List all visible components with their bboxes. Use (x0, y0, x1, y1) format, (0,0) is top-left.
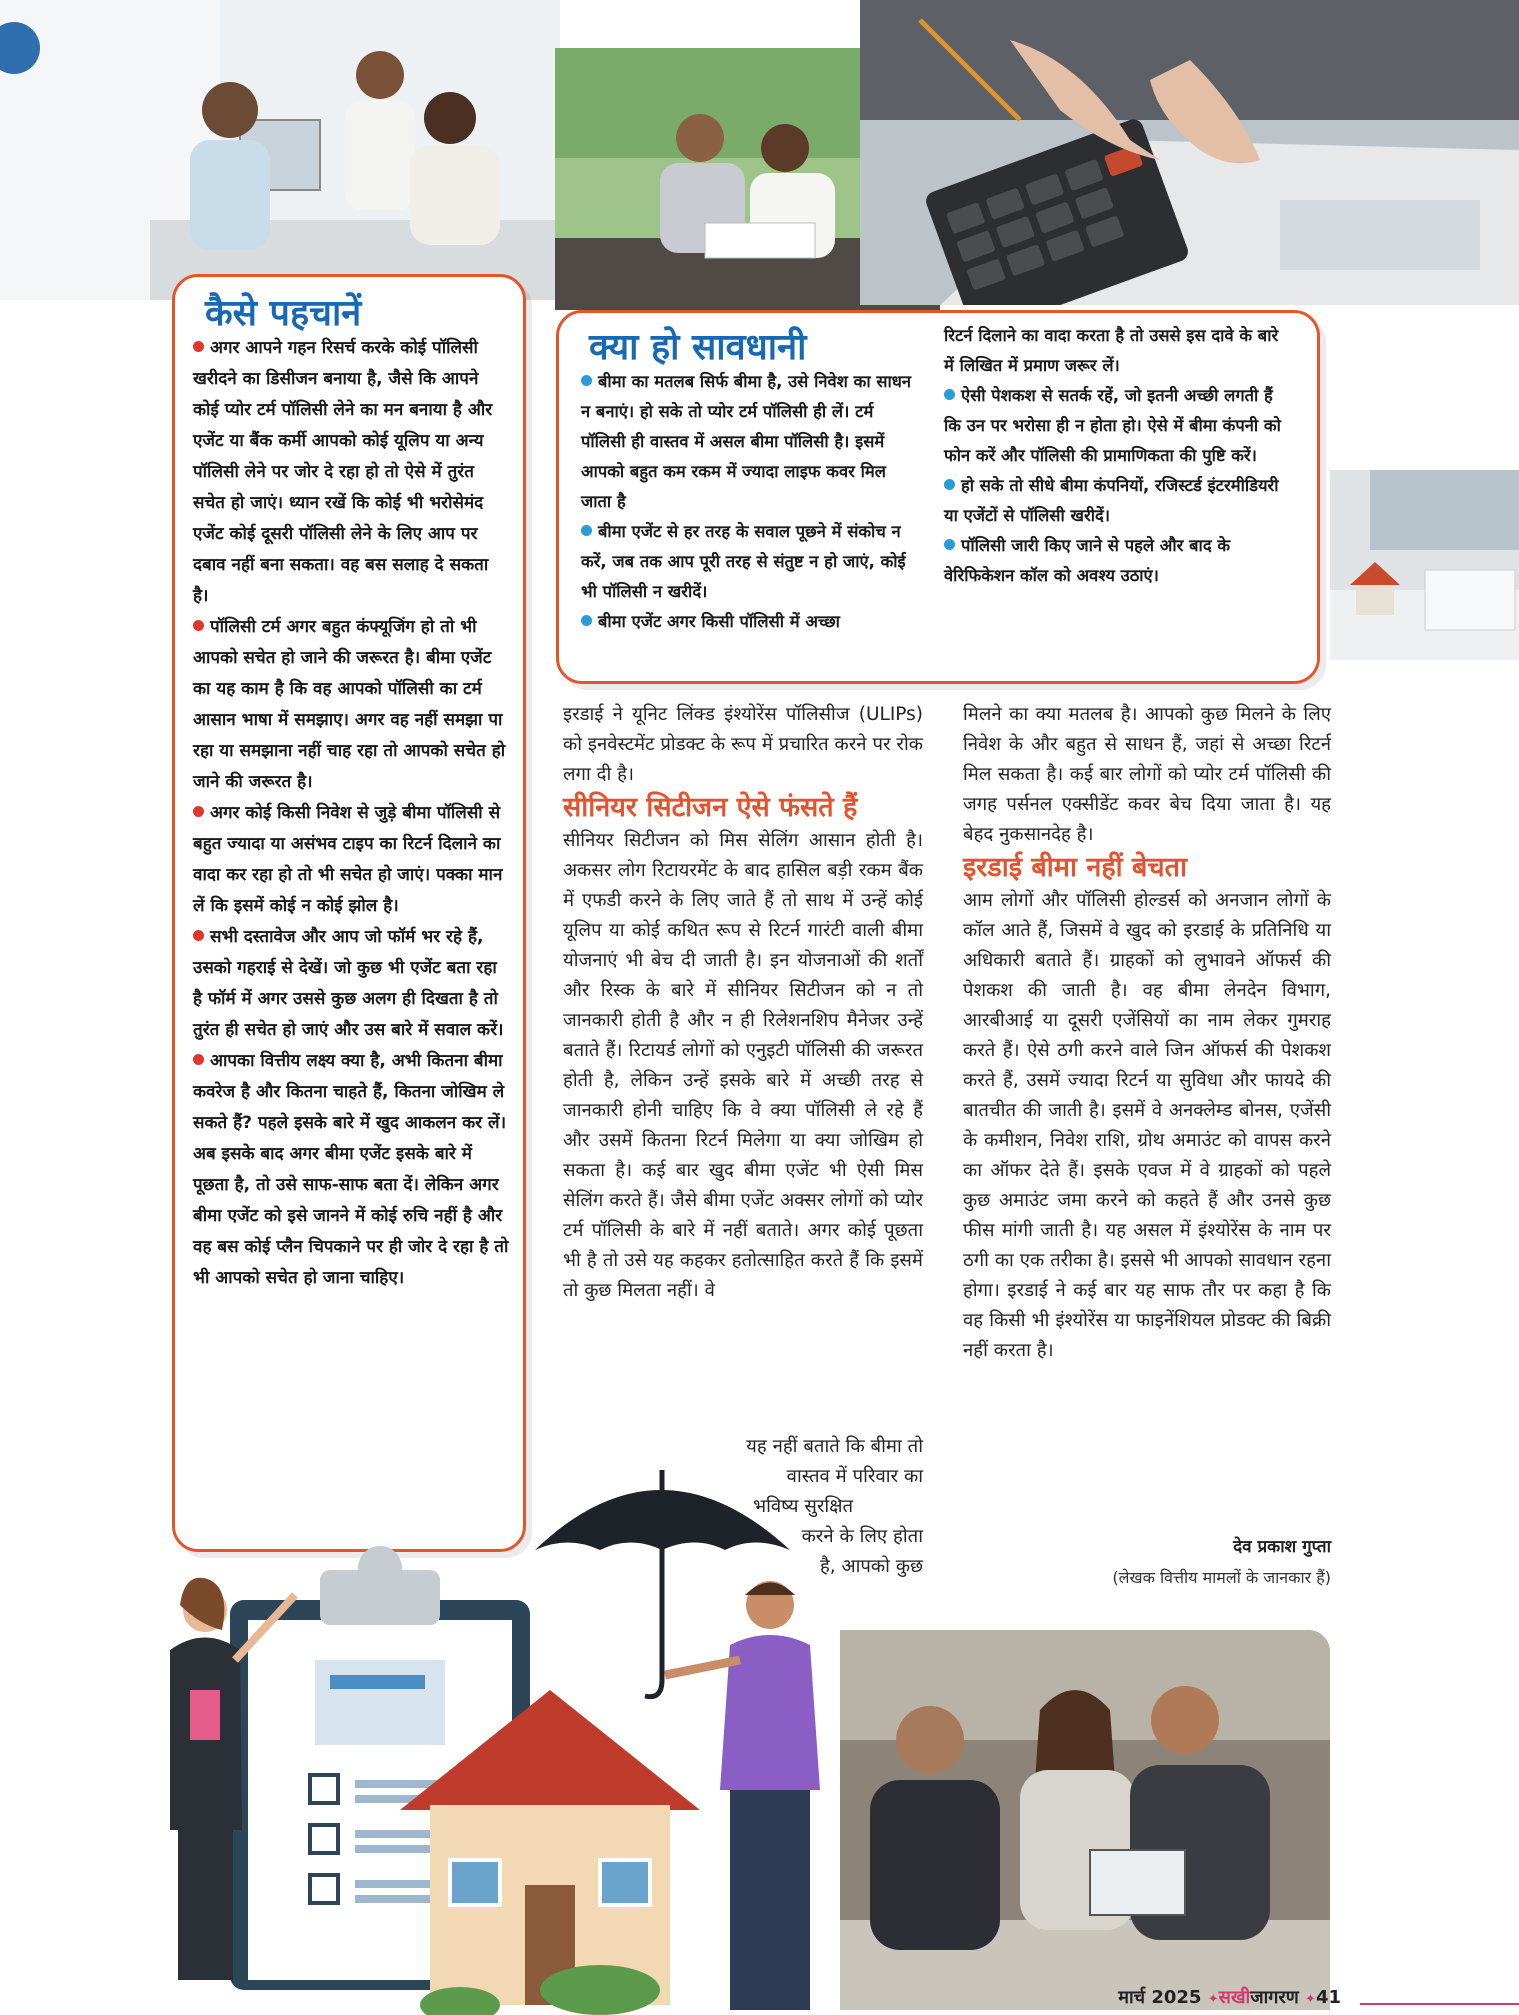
bullet-dot (581, 615, 592, 626)
identify-bullet-list (193, 333, 509, 1294)
list-item: बीमा एजेंट से हर तरह के सवाल पूछने में संकोच न करें, जब तक आप पूरी तरह से संतुष्ट न हो जाएं, कोई भी पॉलिसी न खरीदें। (581, 522, 906, 601)
list-item: हो सके तो सीधे बीमा कंपनियों, रजिस्टर्ड इंटरमीडियरी या एजेंटों से पॉलिसी खरीदें। (944, 476, 1279, 525)
list-item: अगर कोई किसी निवेश से जुड़े बीमा पॉलिसी से बहुत ज्यादा या असंभव टाइप का रिटर्न दिलाने का वादा कर रहा हो तो भी सचेत हो जाएं। पक्का मान लें कि इसमें कोई न कोई झोल है। (193, 803, 503, 916)
tail-line: भविष्य सुरक्षित (753, 1496, 853, 1517)
bullet-dot (193, 620, 204, 631)
author-name: देव प्रकाश गुप्ता (1233, 1537, 1331, 1557)
list-item: अगर आपने गहन रिसर्च करके कोई पॉलिसी खरीदने का डिसीजन बनाया है, जैसे कि आपने कोई प्योर टर्म पॉलिसी लेने का मन बनाया है और एजेंट या बैंक कर्मी आपको कोई यूलिप या अन्य पॉलिसी लेने पर जोर दे रहा हो तो ऐसे में तुरंत सचेत हो जाएं। ध्यान रखें कि कोई भी भरोसेमंद एजेंट कोई दूसरी पॉलिसी लेने के लिए आप पर दबाव नहीं बना सकता। वह बस सलाह दे सकता है। (193, 338, 493, 606)
footer-brand: सखी (1218, 1987, 1251, 2008)
bullet-dot (193, 930, 204, 941)
list-item: ऐसी पेशकश से सतर्क रहें, जो इतनी अच्छी लगती हैं कि उन पर भरोसा ही न होता हो। ऐसे में बीमा कंपनी को फोन करें और पॉलिसी की प्रामाणिकता की पुष्टि करें। (944, 386, 1281, 465)
tail-line: करने के लिए होता (801, 1526, 923, 1547)
article-body-senior: सीनियर सिटीजन को मिस सेलिंग आसान होती है। अकसर लोग रिटायरमेंट के बाद हासिल बड़ी रकम बैंक में एफडी करने के लिए जाते हैं तो साथ में उन्हें कोई यूलिप या कोई कथित रूप से रिटर्न गारंटी वाली बीमा योजनाएं भी बेच दी जाती है। इन योजनाओं की शर्तों और रिस्क के बारे में सीनियर सिटीजन को न तो जानकारी होती है और न ही रिलेशनशिप मैनेजर उन्हें बताते हैं। रिटायर्ड लोगों को एनुइटी पॉलिसी की जरूरत होती है, लेकिन उन्हें इसके बारे में अच्छी तरह से जानकारी होनी चाहिए कि वे क्या पॉलिसी ले रहे हैं और उसमें कितना रिटर्न मिलेगा या क्या जोखिम हो सकता है। कई बार खुद बीमा एजेंट भी ऐसी मिस सेलिंग करते हैं। जैसे बीमा एजेंट अक्सर लोगों को प्योर टर्म पॉलिसी के बारे में नहीं बताते। अगर कोई पूछता भी है तो उसे यह कहकर हतोत्साहित करते हैं कि इसमें तो कुछ मिलता नहीं। वे (563, 830, 923, 1301)
list-item: रिटर्न दिलाने का वादा करता है तो उससे इस दावे के बारे में लिखित में प्रमाण जरूर लें। (944, 326, 1279, 375)
photo-couple-advisor (840, 1630, 1330, 2010)
tips-box-identify (172, 274, 526, 1552)
illustration-insurance (130, 1430, 910, 2015)
tail-line: है, आपको कुछ (819, 1556, 923, 1577)
list-item: आपका वित्तीय लक्ष्य क्या है, अभी कितना बीमा कवरेज है और कितना चाहते हैं, कितना जोखिम ले सकते हैं? पहले इसके बारे में खुद आकलन कर लें। अब इसके बाद अगर बीमा एजेंट इसके बारे में पूछता है, तो उसे साफ-साफ बता दें। लेकिन अगर बीमा एजेंट को इसे जानने में कोई रुचि नहीं है और वह बस कोई प्लैन चिपकाने पर ही जोर दे रहा है तो भी आपको सचेत हो जाना चाहिए। (193, 1051, 509, 1288)
footer-rule (1360, 2003, 1519, 2005)
bullet-dot (944, 539, 955, 550)
article-col2-intro: मिलने का क्या मतलब है। आपको कुछ मिलने के लिए निवेश के और बहुत से साधन हैं, जहां से अच्छा रिटर्न मिल सकता है। कई बार लोगों को प्योर टर्म पॉलिसी की जगह पर्सनल एक्सीडेंट कवर बेच दिया जाता है। यह बेहद नुकसानदेह है। (963, 704, 1331, 845)
tips-box-precautions (556, 310, 1320, 684)
bullet-dot (193, 1054, 204, 1065)
photo-calculator (860, 0, 1519, 305)
list-item: बीमा एजेंट अगर किसी पॉलिसी में अच्छा (581, 607, 921, 637)
box-title-precautions: क्या हो सावधानी (589, 327, 807, 368)
list-item: पॉलिसी जारी किए जाने से पहले और बाद के वेरिफिकेशन कॉल को अवश्य उठाएं। (944, 536, 1231, 585)
list-item: पॉलिसी टर्म अगर बहुत कंफ्यूजिंग हो तो भी आपको सचेत हो जाने की जरूरत है। बीमा एजेंट का यह काम है कि वह आपको पॉलिसी का टर्म आसान भाषा में समझाए। अगर वह नहीं समझा पा रहा या समझाना नहीं चाह रहा तो आपको सचेत हो जाने की जरूरत है। (193, 617, 506, 792)
subhead-irdai: इरडाई बीमा नहीं बेचता (963, 852, 1188, 883)
bullet-dot (193, 806, 204, 817)
page-footer (1118, 1985, 1341, 2009)
star-icon: ✦ (1305, 1992, 1316, 2007)
page-number: 41 (1315, 1987, 1341, 2008)
list-item: सभी दस्तावेज और आप जो फॉर्म भर रहे हैं, उसको गहराई से देखें। जो कुछ भी एजेंट बता रहा है फॉर्म में अगर उससे कुछ अलग ही दिखता है तो तुरंत ही सचेत हो जाएं और उस बारे में सवाल करें। (193, 927, 504, 1040)
photo-consultation (0, 0, 560, 300)
author-note: (लेखक वित्तीय मामलों के जानकार हैं) (1112, 1568, 1331, 1587)
list-item: बीमा का मतलब सिर्फ बीमा है, उसे निवेश का साधन न बनाएं। हो सके तो प्योर टर्म पॉलिसी ही लें। टर्म पॉलिसी ही वास्तव में असल बीमा पॉलिसी है। इसमें आपको बहुत कम रकम में ज्यादा लाइफ कवर मिल जाता है (581, 372, 912, 511)
tail-line: यह नहीं बताते कि बीमा तो (746, 1436, 923, 1457)
bullet-dot (944, 389, 955, 400)
bullet-dot (944, 479, 955, 490)
footer-brand-2: जागरण (1250, 1987, 1299, 2008)
tail-line: वास्तव में परिवार का (786, 1466, 923, 1487)
box-title-identify: कैसे पहचानें (205, 293, 362, 334)
article-intro: इरडाई ने यूनिट लिंक्ड इंश्योरेंस पॉलिसीज (ULIPs) को इनवेस्टमेंट प्रोडक्ट के रूप में प्रचारित करने पर रोक लगा दी है। (563, 704, 923, 785)
precautions-bullet-list-left (581, 367, 921, 637)
star-icon: ✦ (1207, 1992, 1219, 2007)
article-column-2 (963, 700, 1331, 1366)
subhead-senior-citizens: सीनियर सिटीजन ऐसे फंसते हैं (563, 792, 858, 823)
article-column-1 (563, 700, 923, 1306)
bullet-dot (581, 525, 592, 536)
bullet-dot (193, 341, 204, 352)
bullet-dot (581, 375, 592, 386)
article-body-irdai: आम लोगों और पॉलिसी होल्डर्स को अनजान लोगों के कॉल आते हैं, जिसमें वे खुद को इरडाई के प्रतिनिधि या अधिकारी बताते हैं। ग्राहकों को लुभावने ऑफर्स की पेशकश की जाती है। वह बीमा लेनदेन विभाग, आरबीआई या दूसरी एजेंसियों का नाम लेकर गुमराह करते हैं। ऐसे ठगी करने वाले जिन ऑफर्स की पेशकश करते हैं, उसमें ज्यादा रिटर्न या सुविधा और फायदे की बातचीत की जाती है। इसमें वे अनक्लेम्ड बोनस, एजेंसी के कमीशन, निवेश राशि, ग्रोथ अमाउंट को वापस करने का ऑफर देते हैं। इसके एवज में वे ग्राहकों को पहले कुछ अमाउंट जमा करने को कहते हैं और उनसे कुछ फीस मांगी जाती है। यह असल में इंश्योरेंस के नाम पर ठगी का एक तरीका है। इससे भी आपको सावधान रहना होगा। इरडाई ने कई बार यह साफ तौर पर कहा है कि वह किसी भी इंश्योरेंस या फाइनेंशियल प्रोडक्ट की बिक्री नहीं करता है। (963, 890, 1331, 1361)
photo-house-model-handshake (1330, 470, 1519, 660)
precautions-bullet-list-right (944, 321, 1290, 591)
footer-month: मार्च 2025 (1118, 1987, 1202, 2008)
